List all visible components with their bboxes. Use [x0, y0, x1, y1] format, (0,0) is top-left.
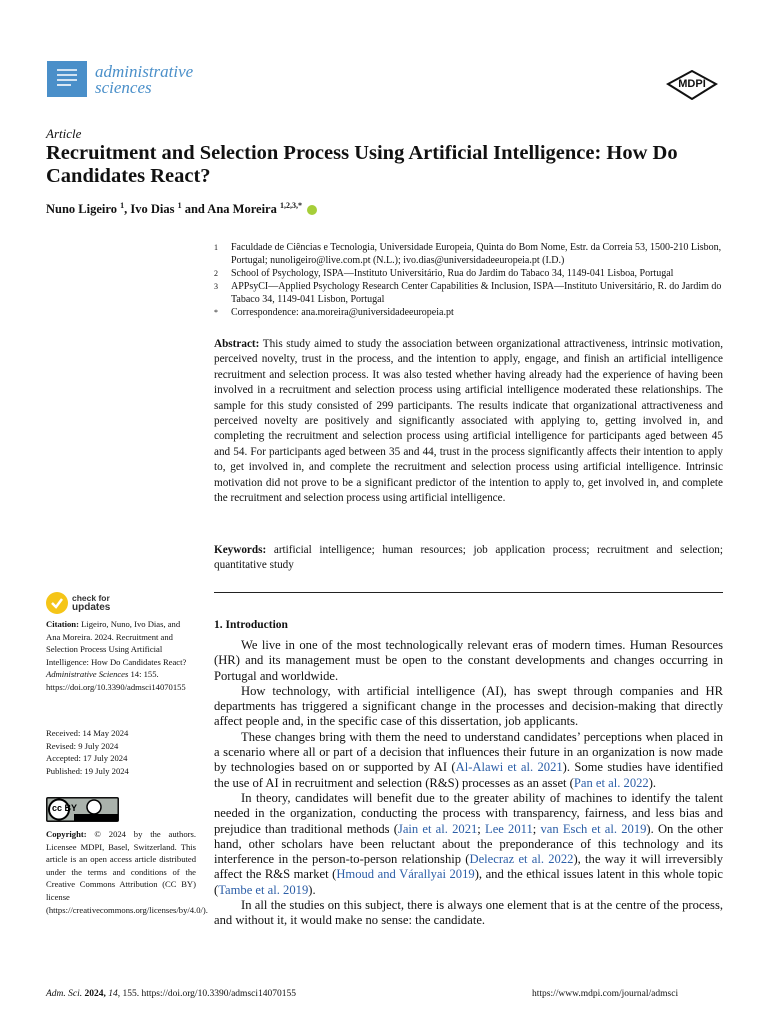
text-run: ;: [477, 821, 485, 836]
journal-name[interactable]: [95, 64, 193, 96]
author-affiliation-mark: 1,2,3,*: [279, 201, 302, 210]
publication-dates: [46, 727, 196, 777]
journal-logo-icon: [47, 61, 87, 97]
citation-doi[interactable]: 14: 155. https://doi.org/10.3390/admsci14070155: [46, 669, 186, 692]
date-revised: Revised: 9 July 2024: [46, 740, 119, 751]
footer-doi[interactable]: 155. https://doi.org/10.3390/admsci14070155: [122, 989, 296, 999]
citation-link[interactable]: van Esch et al. 2019: [540, 821, 647, 836]
date-accepted: Accepted: 17 July 2024: [46, 753, 128, 764]
journal-name-line1: administrative: [95, 62, 194, 81]
text-run: These changes bring with them the need to understand candidates’ perceptions when placed in a scenario where all or part of a decision that influences their future in an organization is now made by technologies based on or supported by AI (: [214, 729, 723, 775]
affiliation-number: 2: [214, 269, 218, 278]
date-published: Published: 19 July 2024: [46, 765, 129, 776]
text-run: In theory, candidates will benefit due to the greater ability of machines to identify the talent needed in the organization, conducting the process with transparency, fairness, and less bias and prejudice than traditional methods (: [214, 790, 723, 836]
keywords-text: artificial intelligence; human resources; job application process; recruitment and selection; quantitative study: [214, 544, 723, 572]
footer-journal-abbr: Adm. Sci.: [46, 989, 83, 999]
article-title: Recruitment and Selection Process Using Artificial Intelligence: How Do Candidates React?: [46, 142, 678, 187]
date-received: Received: 14 May 2024: [46, 728, 129, 738]
citation-text: Ligeiro, Nuno, Ivo Dias, and Ana Moreira. 2024. Recruitment and Selection Process Using Artificial Intelligence: How Do Candidates React?: [46, 619, 187, 667]
text-run: ).: [308, 882, 316, 897]
citation-link[interactable]: Hmoud and Várallyai 2019: [336, 867, 475, 882]
paragraph: [214, 791, 723, 898]
citation-link[interactable]: Al-Alawi et al. 2021: [455, 760, 563, 775]
author-affiliation-mark: 1: [177, 201, 182, 210]
paragraph: [214, 730, 723, 791]
text-run: ), and the ethical issues latent in this whole topic (: [214, 867, 723, 897]
affiliation: [214, 281, 724, 306]
author-list: Nuno Ligeiro $^1$, Ivo Dias $^1$ and Ana Moreira $^{1,2,3,*}$: [46, 201, 317, 217]
citation: [46, 618, 196, 694]
correspondence: [214, 307, 724, 320]
text-run: ).: [648, 775, 657, 790]
keywords: [214, 543, 723, 574]
check-updates-line2: updates: [72, 602, 111, 613]
citation-link[interactable]: Delecraz et al. 2022: [469, 852, 574, 867]
footer-journal-url[interactable]: https://www.mdpi.com/journal/admsci: [532, 989, 679, 999]
affiliation: [214, 242, 724, 267]
check-for-updates-button[interactable]: [46, 592, 156, 616]
author-name: Ana Moreira: [207, 202, 277, 217]
introduction-body: [214, 638, 723, 929]
citation-link[interactable]: Lee 2011: [485, 821, 533, 836]
author-name: Nuno Ligeiro: [46, 202, 117, 217]
paragraph: How technology, with artificial intelligence (AI), has swept through companies and HR departments has triggered a significant change in the processes and decision-making that directly affect people and, in the specific case of this dissertation, job applicants.: [214, 683, 723, 729]
copyright-label: Copyright:: [46, 829, 87, 839]
citation-label: Citation:: [46, 619, 79, 629]
journal-name-line2: sciences: [95, 78, 152, 97]
check-updates-label: [72, 594, 110, 612]
section-divider: [214, 592, 723, 593]
copyright-text: © 2024 by the authors. Licensee MDPI, Basel, Switzerland. This article is an open access article distributed under the terms and conditions of the Creative Commons Attribution (CC BY) license (https://creativecommons.org/licenses/by/4.0/).: [46, 829, 208, 915]
affiliation-number: *: [214, 308, 218, 317]
footer-year: 2024,: [84, 989, 106, 999]
author-name: Ivo Dias: [130, 202, 175, 217]
keywords-label: Keywords:: [214, 544, 267, 556]
footer-volume: 14,: [108, 989, 121, 999]
text-run: ). On the other hand, other scholars have been reluctant about the preponderance of this technology and its interference in the person-to-person relationship (: [214, 821, 723, 867]
abstract: [214, 337, 723, 506]
footer-citation: [46, 989, 296, 999]
affiliation-number: 3: [214, 282, 218, 291]
mdpi-logo[interactable]: [666, 70, 718, 100]
affiliation-text: Faculdade de Ciências e Tecnologia, Universidade Europeia, Quinta do Bom Nome, Estr. da Correia 53, 1500-210 Lisbon, Portugal; nunoligeiro@live.com.pt (N.L.); ivo.dias@universidadeeuropeia.pt (I.D.): [231, 242, 722, 266]
citation-link[interactable]: Pan et al. 2022: [573, 775, 649, 790]
paragraph: In all the studies on this subject, there is always one element that is at the centre of the process, and without it, it would make no sense: the candidate.: [214, 898, 723, 928]
citation-journal: Administrative Sciences: [46, 669, 129, 680]
text-run: ), the way it will irreversibly affect the R&S market (: [214, 852, 723, 882]
cc-by-license-badge[interactable]: [46, 797, 119, 822]
affiliation-number: 1: [214, 243, 218, 252]
publisher-name: MDPI: [678, 78, 706, 90]
affiliation-text: School of Psychology, ISPA—Instituto Universitário, Rua do Jardim do Tabaco 34, 1149-041 Lisboa, Portugal: [231, 268, 674, 279]
citation-link[interactable]: Tambe et al. 2019: [218, 882, 309, 897]
text-run: ). Some studies have identified the use of AI in recruitment and selection (R&S) processes as an asset (: [214, 760, 723, 790]
affiliation-text: APPsyCI—Applied Psychology Research Center Capabilities & Inclusion, ISPA—Instituto Universitário, R. do Jardim do Tabaco 34, 1149-041 Lisbon, Portugal: [231, 281, 722, 305]
check-updates-icon: [46, 592, 68, 614]
check-updates-line1: check for: [72, 593, 110, 603]
article-type: Article: [46, 126, 82, 141]
abstract-label: Abstract:: [214, 338, 260, 350]
abstract-text: This study aimed to study the association between organizational attractiveness, intrinsic motivation, perceived novelty, trust in the process, and the intention to apply, engage, and finish an artificial intelligence recruitment and selection process. It was also tested whether having already had the experience of having been involved in a recruitment and selection process using artificial intelligence moderated these relationships. The sample for this study consisted of 299 participants. The results indicate that organizational attractiveness and perceived novelty are positively and significantly associated with applying to, getting involved in, and completing the recruitment and selection process using artificial intelligence for participants aged between 45 and 54. For participants aged between 35 and 44, trust in the process significantly affects their intention to apply to, get involved in, and complete the recruitment and selection process using artificial intelligence. Intrinsic motivation did not prove to be a significant predictor of the intention to apply to, get involved in, and complete the recruitment and selection process using artificial intelligence.: [214, 338, 723, 505]
text-run: ;: [532, 821, 541, 836]
cc-badge-label: cc BY: [52, 803, 78, 813]
copyright-notice: [46, 828, 208, 916]
affiliation: [214, 268, 724, 281]
author-affiliation-mark: 1: [120, 201, 125, 210]
orcid-icon[interactable]: [307, 205, 317, 215]
section-heading: 1. Introduction: [214, 619, 288, 631]
correspondence-text: Correspondence: ana.moreira@universidadeeuropeia.pt: [231, 307, 454, 318]
citation-link[interactable]: Jain et al. 2021: [397, 821, 478, 836]
paragraph: We live in one of the most technologically relevant eras of modern times. Human Resources (HR) and its management must be open to the constant developments and changes occurring in Portugal and worldwide.: [214, 638, 723, 683]
